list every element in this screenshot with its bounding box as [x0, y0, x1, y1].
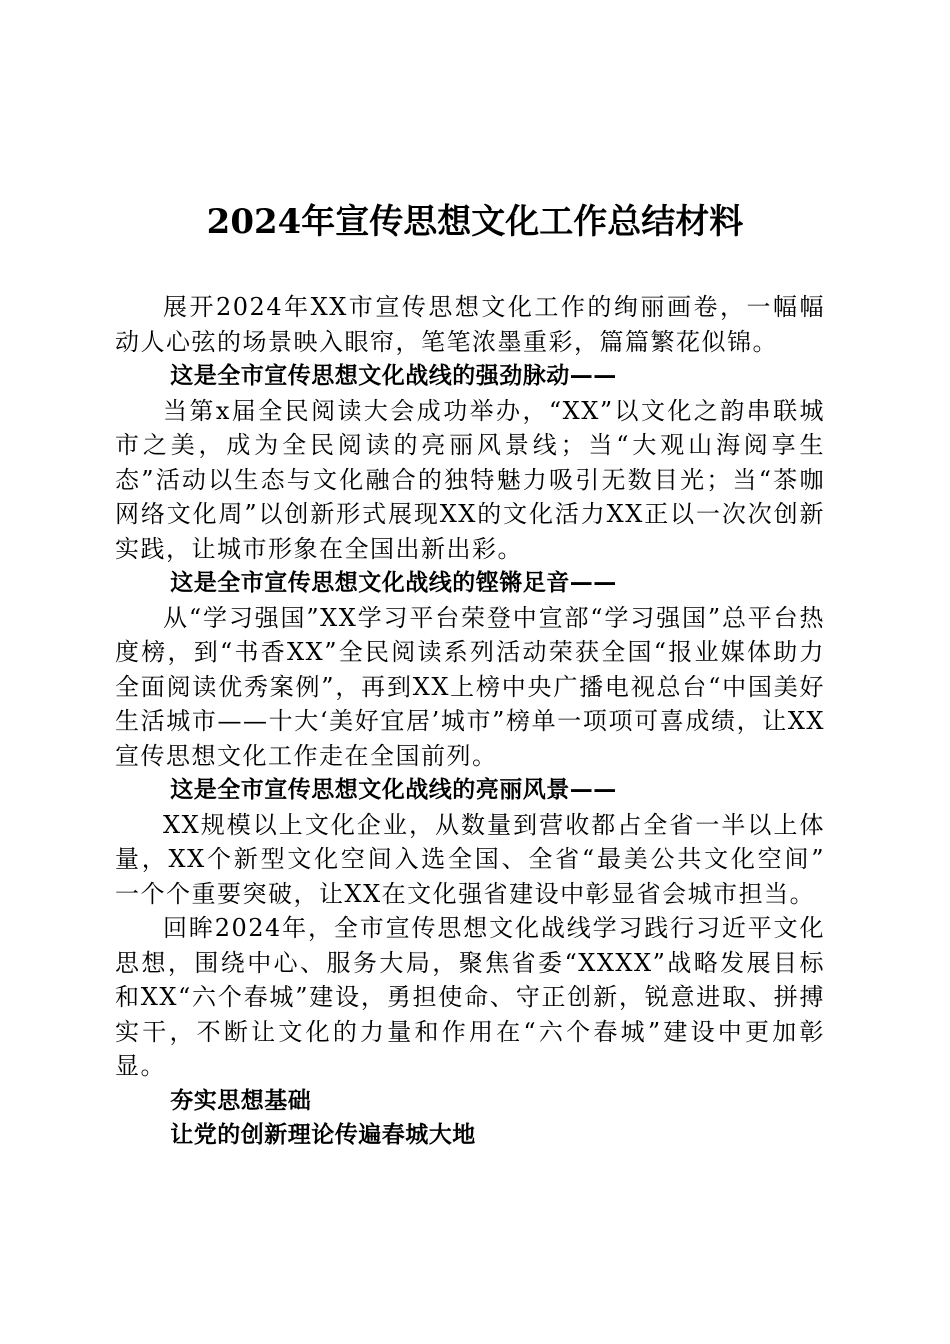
section-heading-pulse: 这是全市宣传思想文化战线的强劲脉动——: [170, 363, 617, 389]
document-body: [115, 290, 825, 1153]
paragraph-reading-events: 当第x届全民阅读大会成功举办，“XX”以文化之韵串联城市之美，成为全民阅读的亮丽风景线；当“大观山海阅享生态”活动以生态与文化融合的独特魅力吸引无数目光；当“茶咖网络文化周”以创新形式展现XX的文化活力XX正以一次次创新实践，让城市形象在全国出新出彩。: [115, 396, 825, 563]
section-heading-footsteps: 这是全市宣传思想文化战线的铿锵足音——: [170, 570, 617, 596]
paragraph-intro: 展开2024年XX市宣传思想文化工作的绚丽画卷，一幅幅动人心弦的场景映入眼帘，笔笔浓墨重彩，篇篇繁花似锦。: [115, 293, 825, 356]
paragraph-cultural-enterprises: XX规模以上文化企业，从数量到营收都占全省一半以上体量，XX个新型文化空间入选全国、全省“最美公共文化空间” 一个个重要突破，让XX在文化强省建设中彰显省会城市担当。: [115, 810, 825, 908]
section-heading-scenery: 这是全市宣传思想文化战线的亮丽风景——: [170, 777, 617, 803]
paragraph-achievements: 从“学习强国”XX学习平台荣登中宣部“学习强国”总平台热度榜，到“书香XX”全民阅读系列活动荣获全国“报业媒体助力全面阅读优秀案例”，再到XX上榜中央广播电视总台“中国美好生活城市——十大‘美好宜居’城市”榜单一项项可喜成绩，让XX宣传思想文化工作走在全国前列。: [115, 603, 825, 770]
section-heading-theory: 让党的创新理论传遍春城大地: [170, 1122, 476, 1148]
section-heading-foundation: 夯实思想基础: [170, 1087, 312, 1114]
paragraph-review-2024: 回眸2024年，全市宣传思想文化战线学习践行习近平文化思想，围绕中心、服务大局，聚焦省委“XXXX”战略发展目标和XX“六个春城”建设，勇担使命、守正创新，锐意进取、拼搏实干，不断让文化的力量和作用在“六个春城”建设中更加彰显。: [115, 914, 825, 1080]
document-title: 2024年宣传思想文化工作总结材料: [206, 202, 744, 242]
